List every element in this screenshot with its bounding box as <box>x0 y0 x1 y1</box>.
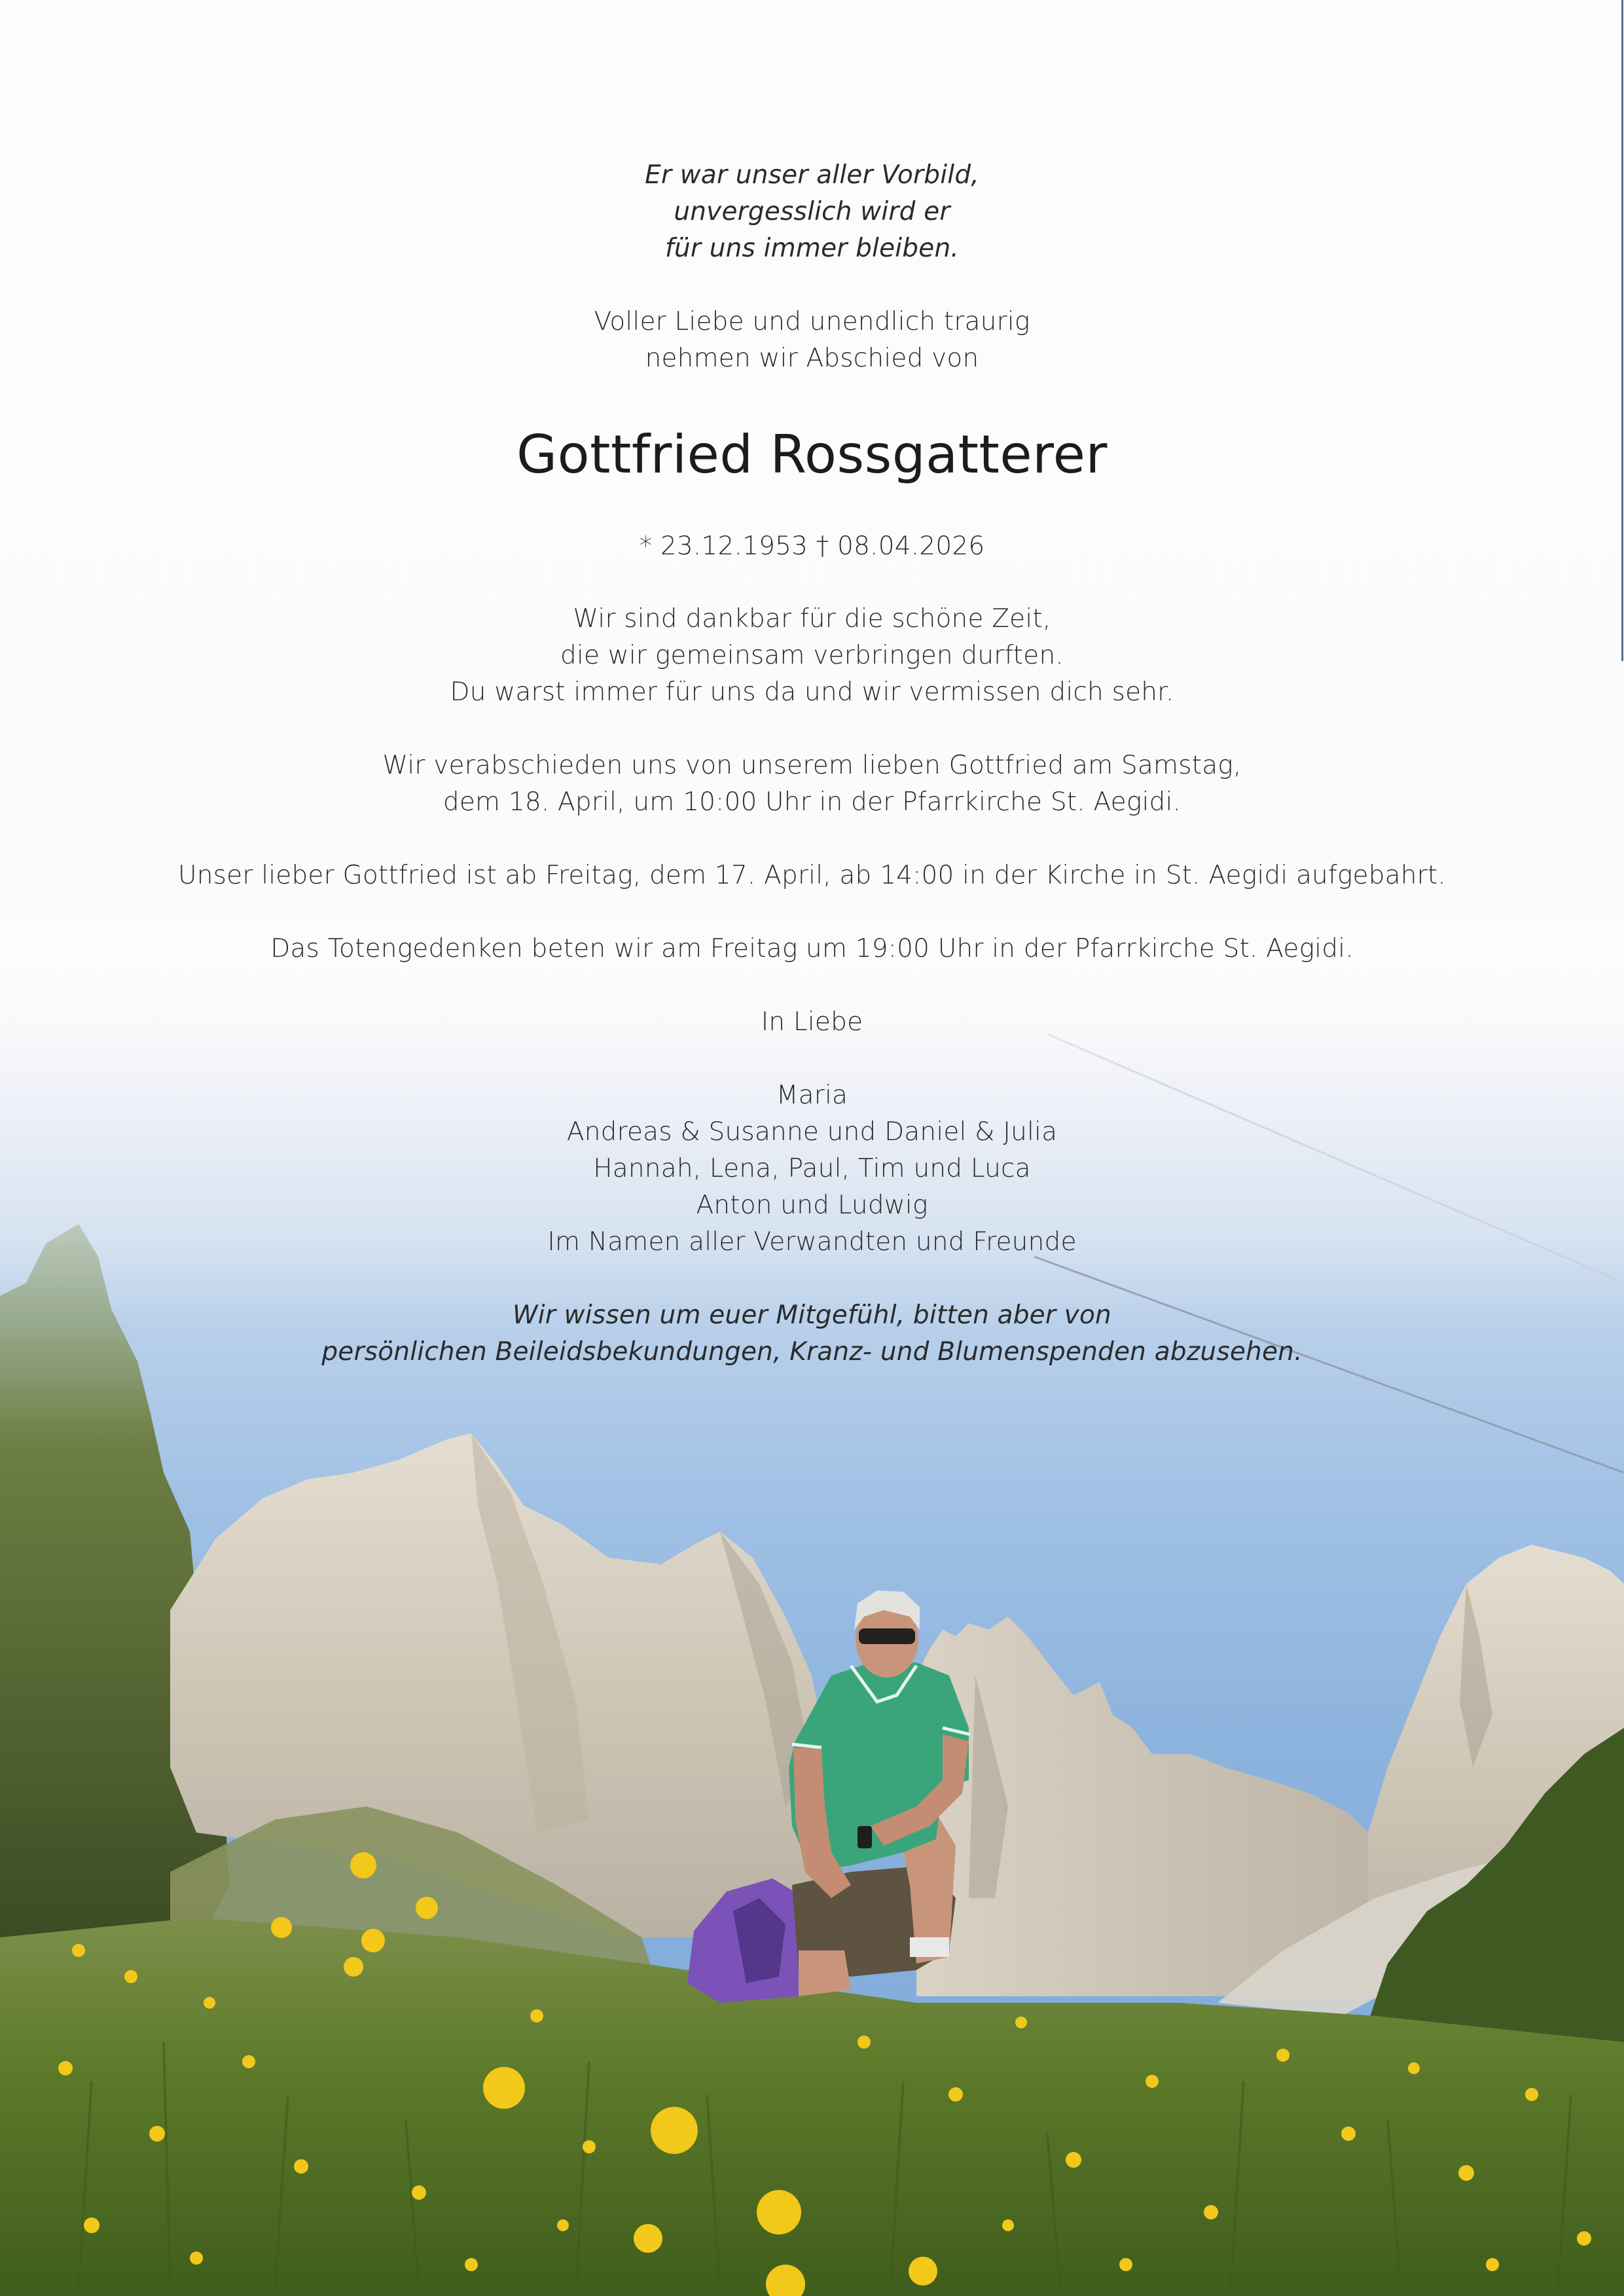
funeral-line: Wir verabschieden uns von unserem lieben Gottfried am Samstag, <box>382 751 1242 780</box>
gratitude-line: Du warst immer für uns da und wir vermissen dich sehr. <box>450 677 1174 707</box>
funeral-line: dem 18. April, um 10:00 Uhr in der Pfarrkirche St. Aegidi. <box>442 787 1182 817</box>
mourner-line: Anton und Ludwig <box>696 1191 928 1220</box>
mourner-line: Maria <box>776 1081 848 1110</box>
prayer-info: Das Totengedenken beten wir am Freitag um 19:00 Uhr in der Pfarrkirche St. Aegidi. <box>270 934 1354 963</box>
viewing-info: Unser lieber Gottfried ist ab Freitag, dem 17. April, ab 14:00 in der Kirche in St. Aegidi aufgebahrt. <box>178 861 1446 890</box>
intro-line: Voller Liebe und unendlich traurig <box>594 307 1030 336</box>
mourner-line: Andreas & Susanne und Daniel & Julia <box>566 1117 1058 1147</box>
gratitude-line: die wir gemeinsam verbringen durften. <box>560 641 1064 670</box>
intro-line: nehmen wir Abschied von <box>645 344 979 373</box>
mourner-line: Hannah, Lena, Paul, Tim und Luca <box>593 1154 1031 1183</box>
mourner-line: Im Namen aller Verwandten und Freunde <box>547 1227 1077 1257</box>
request-line: Wir wissen um euer Mitgefühl, bitten aber von <box>513 1300 1111 1330</box>
motto-line: unvergesslich wird er <box>674 197 950 226</box>
motto-line: für uns immer bleiben. <box>665 234 959 263</box>
gratitude-line: Wir sind dankbar für die schöne Zeit, <box>573 604 1051 634</box>
closing: In Liebe <box>761 1007 863 1037</box>
life-dates: * 23.12.1953 † 08.04.2026 <box>639 531 985 561</box>
motto-line: Er war unser aller Vorbild, <box>645 160 979 190</box>
request-line: persönlichen Beileidsbekundungen, Kranz- und Blumenspenden abzusehen. <box>321 1337 1303 1367</box>
deceased-name: Gottfried Rossgatterer <box>516 424 1108 485</box>
